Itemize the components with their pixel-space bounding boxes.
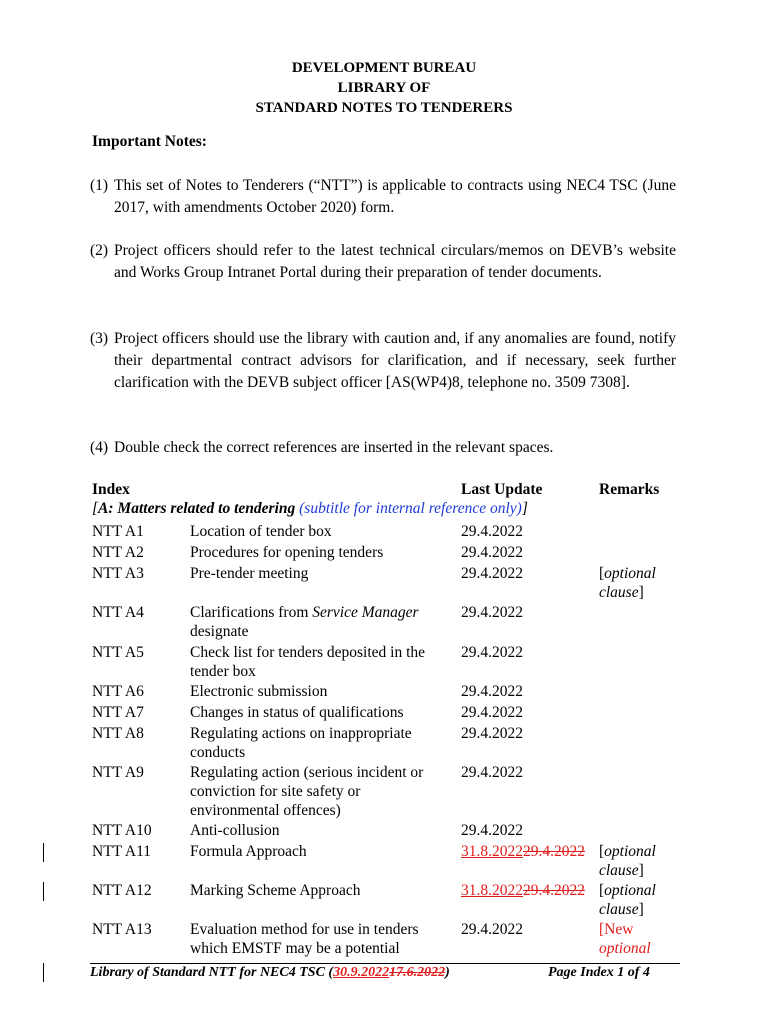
note-number: (1) bbox=[90, 177, 109, 194]
ntt-id: NTT A6 bbox=[92, 683, 144, 700]
ntt-date: 29.4.2022 bbox=[461, 683, 523, 700]
ntt-date: 29.4.2022 bbox=[461, 565, 523, 582]
ntt-date: 29.4.2022 bbox=[461, 764, 523, 781]
last-update-header: Last Update bbox=[461, 481, 543, 498]
ntt-id: NTT A10 bbox=[92, 822, 152, 839]
ntt-title: Regulating actions on inappropriate conducts bbox=[190, 725, 412, 761]
ntt-date: 29.4.2022 bbox=[461, 822, 523, 839]
doc-title-line3: STANDARD NOTES TO TENDERERS bbox=[255, 100, 513, 116]
note-number: (3) bbox=[90, 330, 109, 347]
ntt-title: Changes in status of qualifications bbox=[190, 704, 404, 721]
ntt-title: Procedures for opening tenders bbox=[190, 544, 384, 561]
ntt-date: 29.4.2022 bbox=[461, 704, 523, 721]
note-text: This set of Notes to Tenderers (“NTT”) is applicable to contracts using NEC4 TSC (June 2017, with amendments October 2020) form. bbox=[114, 177, 676, 216]
note-2 bbox=[90, 240, 676, 284]
ntt-id: NTT A13 bbox=[92, 921, 152, 938]
ntt-remark: [optional clause] bbox=[599, 882, 656, 918]
note-number: (2) bbox=[90, 242, 109, 259]
section-bracket-open: [ bbox=[92, 500, 99, 517]
note-number: (4) bbox=[90, 439, 109, 456]
ntt-date: 29.4.2022 bbox=[461, 604, 523, 621]
ntt-title: Check list for tenders deposited in the tender box bbox=[190, 644, 426, 680]
ntt-date: 29.4.2022 bbox=[461, 644, 523, 661]
ntt-date: 29.4.2022 bbox=[461, 523, 523, 540]
note-3 bbox=[90, 328, 676, 394]
section-bracket-close: ] bbox=[521, 500, 528, 517]
ntt-title: Evaluation method for use in tenders which EMSTF may be a potential bbox=[190, 921, 419, 957]
footer-page-index: Page Index 1 of 4 bbox=[548, 965, 650, 980]
section-a-title bbox=[92, 500, 528, 518]
ntt-date-revised: 31.8.202229.4.2022 bbox=[461, 843, 585, 860]
ntt-id: NTT A2 bbox=[92, 544, 144, 561]
note-4 bbox=[90, 437, 676, 459]
footer-date-old: 17.6.2022 bbox=[389, 965, 446, 980]
ntt-title: Anti-collusion bbox=[190, 822, 280, 839]
revision-bar bbox=[43, 963, 44, 982]
ntt-remark: [New optional bbox=[599, 921, 651, 957]
revision-bar bbox=[43, 843, 44, 862]
ntt-id: NTT A4 bbox=[92, 604, 144, 621]
remarks-header: Remarks bbox=[599, 481, 660, 498]
revision-bar bbox=[43, 882, 44, 901]
footer-divider bbox=[90, 963, 680, 964]
ntt-remark: [optional clause] bbox=[599, 843, 656, 879]
ntt-id: NTT A1 bbox=[92, 523, 144, 540]
ntt-date-revised: 31.8.202229.4.2022 bbox=[461, 882, 585, 899]
ntt-title: Formula Approach bbox=[190, 843, 307, 860]
index-header: Index bbox=[92, 481, 130, 498]
ntt-title: Marking Scheme Approach bbox=[190, 882, 361, 899]
ntt-title: Electronic submission bbox=[190, 683, 328, 700]
ntt-date: 29.4.2022 bbox=[461, 921, 523, 938]
ntt-title: Clarifications from Service Manager designate bbox=[190, 604, 419, 640]
ntt-id: NTT A11 bbox=[92, 843, 151, 860]
doc-title-line1: DEVELOPMENT BUREAU bbox=[291, 60, 477, 76]
note-text: Project officers should use the library with caution and, if any anomalies are found, notify their departmental contract advisors for clarification, and if necessary, seek further clarification with the DEVB subject officer [AS(WP4)8, telephone no. 3509 7308]. bbox=[114, 330, 676, 391]
ntt-id: NTT A9 bbox=[92, 764, 144, 781]
ntt-id: NTT A8 bbox=[92, 725, 144, 742]
section-subtitle: (subtitle for internal reference only) bbox=[299, 500, 522, 517]
ntt-title: Pre-tender meeting bbox=[190, 565, 309, 582]
ntt-title: Regulating action (serious incident or conviction for site safety or environmental offences) bbox=[190, 764, 424, 819]
ntt-id: NTT A5 bbox=[92, 644, 144, 661]
ntt-id: NTT A7 bbox=[92, 704, 144, 721]
note-text: Project officers should refer to the latest technical circulars/memos on DEVB’s website and Works Group Intranet Portal during their preparation of tender documents. bbox=[114, 242, 676, 281]
section-name: A: Matters related to tendering bbox=[98, 500, 296, 517]
ntt-date: 29.4.2022 bbox=[461, 544, 523, 561]
ntt-id: NTT A3 bbox=[92, 565, 144, 582]
ntt-date: 29.4.2022 bbox=[461, 725, 523, 742]
note-text: Double check the correct references are inserted in the relevant spaces. bbox=[114, 439, 554, 456]
footer-date-new: 30.9.2022 bbox=[333, 965, 390, 980]
ntt-remark: [optional clause] bbox=[599, 565, 656, 601]
ntt-id: NTT A12 bbox=[92, 882, 152, 899]
ntt-title: Location of tender box bbox=[190, 523, 332, 540]
note-1 bbox=[90, 175, 676, 219]
footer-left: Library of Standard NTT for NEC4 TSC (30.9.202217.6.2022) bbox=[90, 965, 450, 980]
doc-title-line2: LIBRARY OF bbox=[337, 80, 431, 96]
important-notes-heading: Important Notes: bbox=[92, 133, 207, 150]
